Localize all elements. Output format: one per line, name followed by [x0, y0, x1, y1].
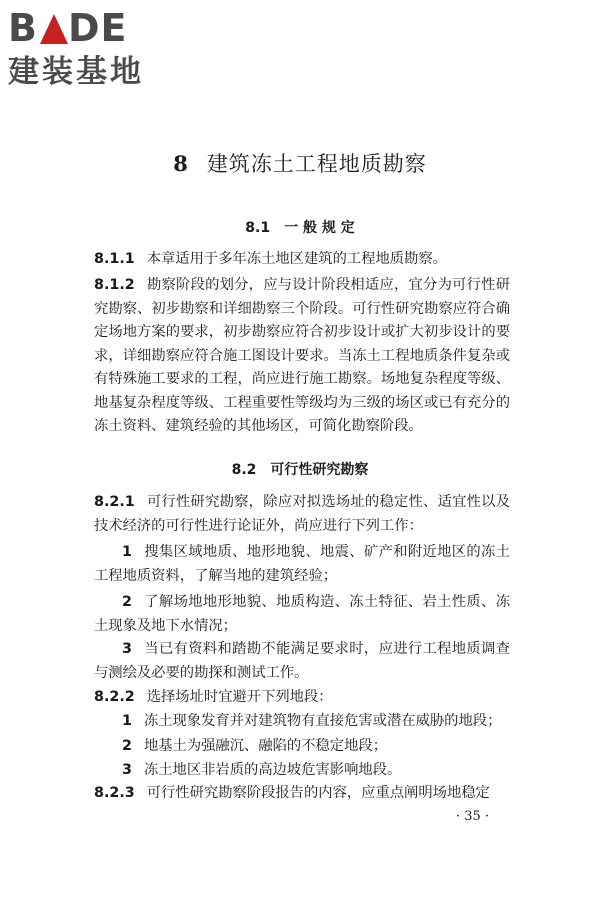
- list-item: [94, 638, 510, 685]
- bade-logo: [8, 6, 178, 98]
- clause-text: 可行性研究勘察，除应对拟选场址的稳定性、适宜性以及技术经济的可行性进行论证外，尚应进行下列工作：: [94, 494, 510, 534]
- item-number: 2: [122, 738, 132, 754]
- item-text: 冻土地区非岩质的高边坡危害影响地段。: [143, 762, 402, 778]
- clause-8-1-2: [94, 274, 510, 439]
- item-number: 1: [122, 544, 132, 560]
- clause-number: 8.1.1: [94, 251, 135, 267]
- item-number: 2: [122, 594, 132, 610]
- clause-text: 勘察阶段的划分，应与设计阶段相适应，宜分为可行性研究勘察、初步勘察和详细勘察三个阶段。可行性研究勘察应符合确定场地方案的要求，初步勘察应符合初步设计或扩大初步设计的要求，详细勘察应符合施工图设计要求。当冻土工程地质条件复杂或有特殊施工要求的工程，尚应进行施工勘察。场地复杂程度等级、地基复杂程度等级、工程重要性等级均为三级的场区或已有充分的冻土资料、建筑经验的其他场区，可简化勘察阶段。: [94, 277, 510, 434]
- clause-text: 本章适用于多年冻土地区建筑的工程地质勘察。: [146, 251, 447, 267]
- item-text: 了解场地地形地貌、地质构造、冻土特征、岩土性质、冻土现象及地下水情况；: [94, 594, 510, 634]
- logo-wordmark: B DE: [8, 6, 128, 50]
- chapter-title-text: 建筑冻土工程地质勘察: [206, 152, 427, 176]
- item-number: 3: [122, 762, 132, 778]
- clause-number: 8.2.3: [94, 785, 135, 801]
- item-number: 1: [122, 713, 132, 729]
- clause-number: 8.2.2: [94, 689, 135, 705]
- clause-8-1-1: [94, 248, 510, 272]
- clause-8-2-1: [94, 491, 510, 538]
- clause-8-2-3: [94, 782, 510, 806]
- section-8-2-title: 8.2 可行性研究勘察: [231, 462, 369, 478]
- list-item: [94, 591, 510, 638]
- clause-8-2-2: [94, 686, 510, 710]
- item-text: 搜集区域地质、地形地貌、地震、矿产和附近地区的冻土工程地质资料，了解当地的建筑经验；: [94, 544, 510, 584]
- chapter-number: 8: [173, 151, 189, 176]
- clause-text: 选择场址时宜避开下列地段：: [146, 689, 333, 705]
- item-text: 当已有资料和踏勘不能满足要求时，应进行工程地质调查与测绘及必要的勘探和测试工作。: [94, 641, 510, 681]
- section-8-1-title: 8.1 一 般 规 定: [245, 220, 355, 236]
- list-item: [94, 735, 510, 759]
- item-text: 地基土为强融沉、融陷的不稳定地段；: [143, 738, 387, 754]
- chapter-title: [0, 148, 600, 178]
- item-number: 3: [122, 641, 132, 657]
- clause-text: 可行性研究勘察阶段报告的内容，应重点阐明场地稳定: [146, 785, 490, 801]
- list-item: [94, 541, 510, 588]
- clause-number: 8.1.2: [94, 277, 135, 293]
- item-text: 冻土现象发育并对建筑物有直接危害或潜在威胁的地段；: [143, 713, 502, 729]
- list-item: [94, 759, 510, 783]
- page-number: · 35 ·: [456, 809, 490, 824]
- list-item: [94, 710, 510, 734]
- logo-a-triangle: [38, 6, 68, 50]
- clause-number: 8.2.1: [94, 494, 135, 510]
- logo-subtitle: 建装基地: [8, 54, 144, 90]
